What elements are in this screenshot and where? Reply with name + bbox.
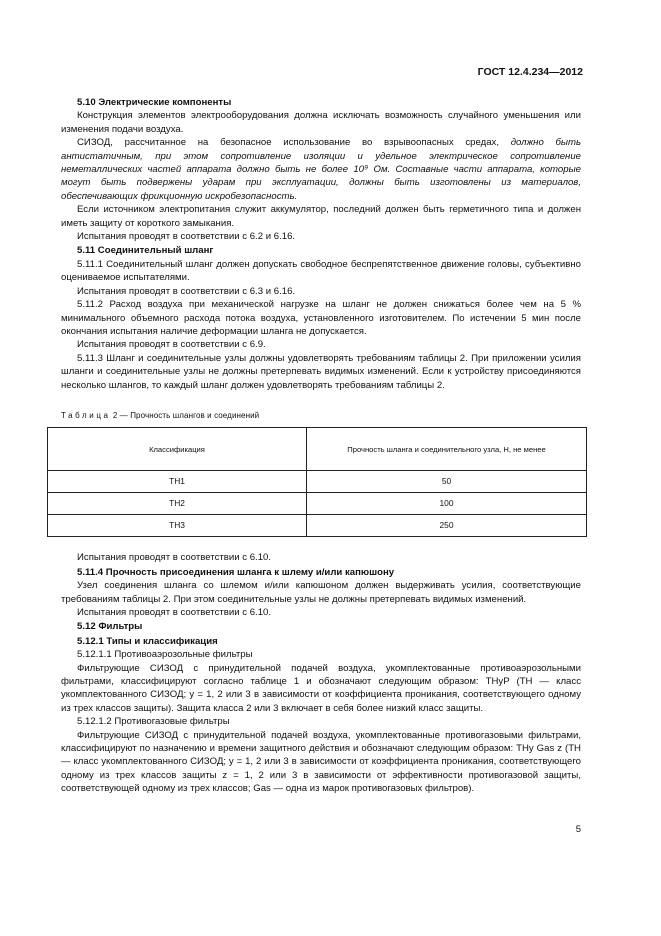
- table-row: [48, 493, 587, 515]
- test-reference: Испытания проводят в соответствии с 6.3 и 6.16.: [77, 285, 296, 297]
- table-row: [48, 471, 587, 493]
- table-cell: ТН3: [48, 515, 307, 537]
- test-reference: Испытания проводят в соответствии с 6.9.: [77, 339, 266, 351]
- test-reference: Испытания проводят в соответствии с 6.10.: [77, 606, 272, 618]
- clause-5-12-1-title: 5.12.1 Типы и классификация: [77, 635, 218, 647]
- paragraph: Если источником электропитания служит аккумулятор, последний должен быть герметичного типа и должен иметь защиту от короткого замыкания.: [61, 204, 581, 229]
- section-5-11-title: 5.11 Соединительный шланг: [77, 245, 214, 257]
- text-run: СИЗОД, рассчитанное на безопасное использование во взрывоопасных средах,: [77, 137, 511, 149]
- table-caption: [61, 409, 581, 422]
- table-cell: 50: [307, 471, 587, 493]
- table-cell: ТН2: [48, 493, 307, 515]
- clause-5-11-3: 5.11.3 Шланг и соединительные узлы должны удовлетворять требованиям таблицы 2. При приложении усилия шланги и соединительные узлы не должны претерпевать видимых изменений. Если к устройству присоединяются несколько шлангов, то каждый шланг должен удовлетворять требованиям таблицы 2.: [61, 352, 581, 391]
- clause-5-11-2: 5.11.2 Расход воздуха при механической нагрузке на шланг не должен снижаться более чем на 5 % минимального объемного расхода потока воздуха, установленного изготовителем. По истечении 5 мин после окончания испытания наличие деформации шланга не допускается.: [61, 299, 581, 337]
- standard-code: ГОСТ 12.4.234—2012: [477, 66, 583, 78]
- paragraph: Узел соединения шланга со шлемом и/или капюшоном должен выдерживать усилия, соответствующие требованиям таблицы 2. При этом соединительные узлы не должны претерпевать видимых изменений.: [61, 580, 581, 605]
- test-reference: Испытания проводят в соответствии с 6.2 и 6.16.: [77, 231, 296, 243]
- table-header-cell: Классификация: [48, 428, 307, 471]
- table-cell: 250: [307, 515, 587, 537]
- clause-5-11-1: 5.11.1 Соединительный шланг должен допускать свободное беспрепятственное движение головы, субъективно оцениваемое испытателями.: [61, 258, 581, 284]
- clause-5-11-4-title: 5.11.4 Прочность присоединения шланга к шлему и/или капюшону: [77, 566, 395, 578]
- paragraph: Фильтрующие СИЗОД с принудительной подачей воздуха, укомплектованные противоаэрозольными фильтрами, классифицируют согласно таблице 1 и обозначают следующим образом: THyP (TH — класс укомплектованного СИЗОД; y = 1, 2 или 3 в зависимости от коэффициента проникания, соответствующего одному из трех классов защиты). Защита класса 2 или 3 включает в себя более низкий класс защиты.: [61, 662, 581, 714]
- table-header-row: [48, 428, 587, 471]
- section-5-10-title: 5.10 Электрические компоненты: [77, 97, 232, 108]
- paragraph: Конструкция элементов электрооборудования должна исключать возможность случайного уменьшения или изменения подачи воздуха.: [61, 110, 581, 135]
- paragraph: Фильтрующие СИЗОД с принудительной подачей воздуха, укомплектованные противогазовыми фильтрами, классифицируют по назначению и времени защитного действия и обозначают следующим образом: THy Gas z (TH — класс укомплектованного СИЗОД; y = 1, 2 или 3 в зависимости от коэффициента проникания, соответствующего одному из трех классов защиты z = 1, 2 или 3 в зависимости от эффективности противогазовой защиты, соответствующей одному из трех классов; Gas — одна из марок противогазовых фильтров).: [61, 729, 581, 795]
- table-cell: 100: [307, 493, 587, 515]
- test-reference: Испытания проводят в соответствии с 6.10.: [77, 552, 272, 564]
- italic-text-run: должно быть антистатичным, при этом сопротивление изоляции и удельное электрическое сопротивление неметаллических частей аппарата должно быть не более 10⁹ Ом. Составные части аппарата, которые могут быть подвержены ударам при эксплуатации, должны быть изготовлены из материалов, обеспечивающих фрикционную искробезопасность.: [61, 137, 581, 202]
- clause-5-12-1-2-title: 5.12.1.2 Противогазовые фильтры: [77, 716, 230, 728]
- table-caption-label: Таблица: [61, 410, 111, 420]
- table-header-cell: Прочность шланга и соединительного узла, Н, не менее: [307, 428, 587, 471]
- paragraph: [61, 136, 581, 203]
- page-number: 5: [575, 824, 581, 835]
- table-cell: ТН1: [48, 471, 307, 493]
- table-row: [48, 515, 587, 537]
- hose-strength-table: [47, 427, 587, 537]
- document-body: [61, 95, 581, 796]
- section-5-12-title: 5.12 Фильтры: [77, 621, 143, 633]
- clause-5-12-1-1-title: 5.12.1.1 Противоаэрозольные фильтры: [77, 649, 253, 661]
- table-caption-text: 2 — Прочность шлангов и соединений: [112, 410, 260, 420]
